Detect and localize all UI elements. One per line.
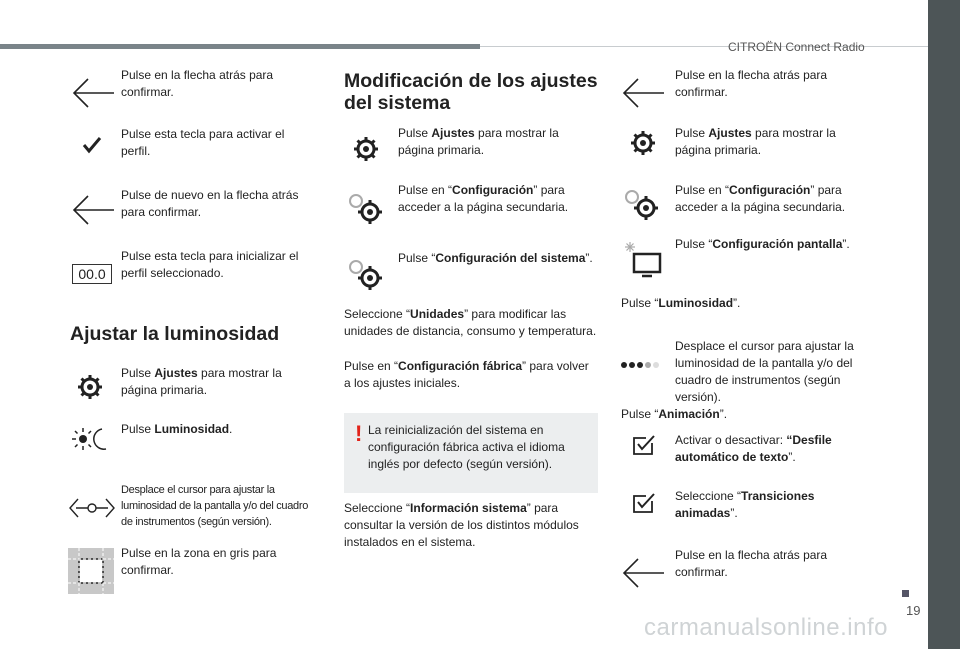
col2-step1: Pulse Ajustes para mostrar la página primaria.: [398, 126, 559, 157]
col1-brightness-step1: Pulse Ajustes para mostrar la página primaria.: [121, 366, 282, 397]
col2-factory-paragraph: Pulse en “Configuración fábrica” para volver a los ajustes iniciales.: [344, 359, 589, 390]
warning-icon: !: [355, 421, 363, 446]
gray-zone-icon: [68, 548, 114, 594]
col3-step1: Pulse en la flecha atrás para confirmar.: [675, 68, 828, 99]
double-gear-icon: [620, 186, 660, 224]
warning-note-text: La reinicialización del sistema en configuración fábrica activa el idioma inglés por defecto (según versión).: [368, 423, 565, 471]
col1-step-reset: Pulse esta tecla para inicializar el perfil seleccionado.: [121, 249, 299, 280]
section-title-brightness: Ajustar la luminosidad: [70, 323, 280, 345]
col1-brightness-step2: Pulse Luminosidad.: [121, 422, 233, 436]
col3-step8: Activar o desactivar: “Desfile automático de texto”.: [675, 433, 832, 464]
slider-cursor-icon: [68, 496, 116, 520]
screen-brightness-icon: [622, 242, 664, 278]
col1-step-activate: Pulse esta tecla para activar el perfil.: [121, 127, 285, 158]
col1-brightness-step3: Desplace el cursor para ajustar la luminosidad de la pantalla y/o del cuadro de instrumentos (según versión).: [121, 484, 309, 528]
col1-step-back-2: Pulse de nuevo en la flecha atrás para confirmar.: [121, 188, 299, 219]
col2-step3: Pulse “Configuración del sistema”.: [398, 251, 593, 265]
col1-brightness-step4: Pulse en la zona en gris para confirmar.: [121, 546, 277, 577]
col2-step2: Pulse en “Configuración” para acceder a la página secundaria.: [398, 183, 569, 214]
back-arrow-icon: [620, 76, 666, 110]
reset-value-box: 00.0: [72, 264, 112, 284]
section-title-system: Modificación de los ajustes del sistema: [344, 70, 598, 114]
dots-level-icon: [620, 360, 660, 370]
gear-icon: [630, 130, 656, 156]
col3-step9: Seleccione “Transiciones animadas”.: [675, 489, 815, 520]
col3-step2: Pulse Ajustes para mostrar la página primaria.: [675, 126, 836, 157]
header-bar: [0, 44, 480, 49]
checkmark-icon: [82, 136, 102, 154]
back-arrow-icon: [70, 193, 116, 227]
col3-step4: Pulse “Configuración pantalla”.: [675, 237, 850, 251]
col2-info-paragraph: Seleccione “Información sistema” para consultar la versión de los distintos módulos instalados en el sistema.: [344, 501, 579, 549]
watermark: carmanualsonline.info: [644, 614, 888, 641]
brand-title: CITROËN Connect Radio: [728, 40, 865, 54]
gear-icon: [77, 374, 103, 400]
double-gear-icon: [344, 190, 384, 228]
col1-step-back-1: Pulse en la flecha atrás para confirmar.: [121, 68, 274, 99]
brightness-sun-moon-icon: [72, 425, 110, 453]
col3-step6: Desplace el cursor para ajustar la luminosidad de la pantalla y/o del cuadro de instrumentos (según versión).: [675, 339, 854, 404]
col3-step10: Pulse en la flecha atrás para confirmar.: [675, 548, 828, 579]
checkbox-checked-icon: [632, 492, 656, 514]
page-number: 19: [906, 603, 921, 618]
col2-units-paragraph: Seleccione “Unidades” para modificar las unidades de distancia, consumo y temperatura.: [344, 307, 597, 338]
double-gear-icon: [344, 256, 384, 294]
back-arrow-icon: [70, 76, 116, 110]
gear-icon: [353, 136, 379, 162]
back-arrow-icon: [620, 556, 666, 590]
col3-step5: Pulse “Luminosidad”.: [621, 296, 741, 310]
end-of-section-marker: [902, 590, 909, 597]
page-side-strip: [928, 0, 960, 649]
col3-step3: Pulse en “Configuración” para acceder a la página secundaria.: [675, 183, 846, 214]
checkbox-checked-icon: [632, 434, 656, 456]
col3-step7: Pulse “Animación”.: [621, 407, 728, 421]
